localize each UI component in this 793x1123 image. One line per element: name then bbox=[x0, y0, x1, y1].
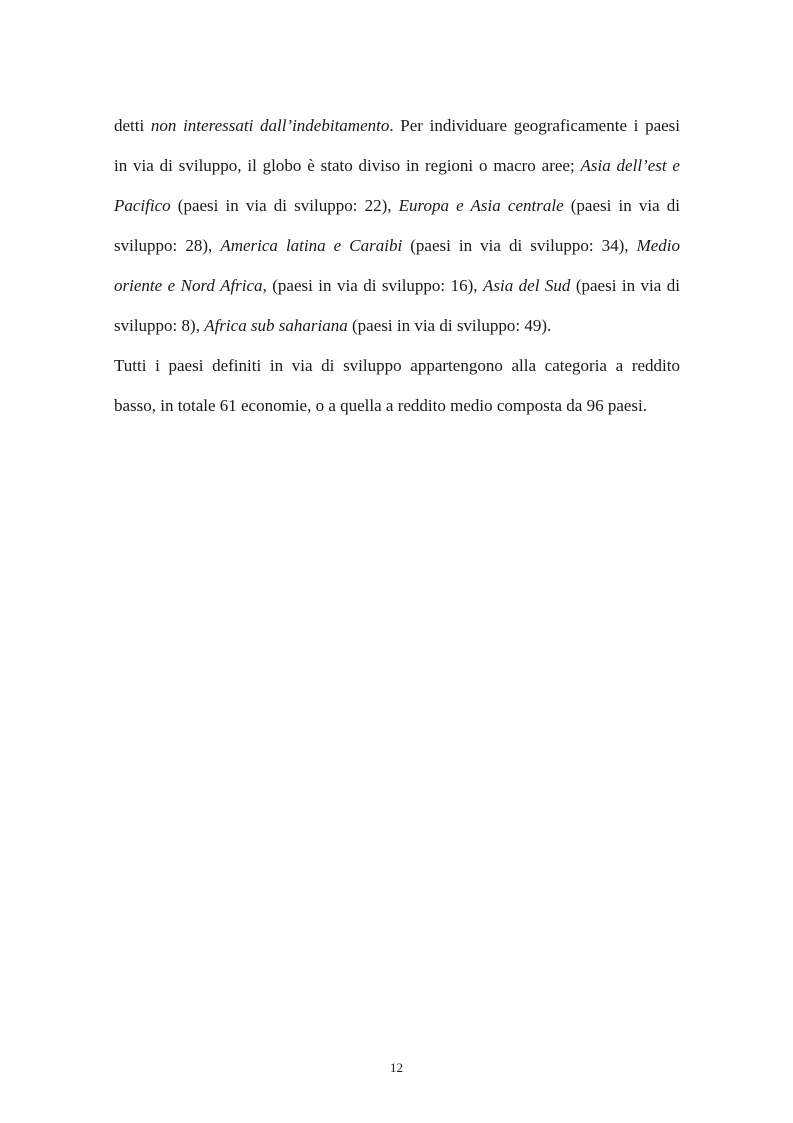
text-run: (paesi in via di sviluppo: 34), bbox=[402, 236, 637, 255]
paragraph-line bbox=[114, 117, 680, 157]
paragraph-line bbox=[114, 397, 680, 437]
text-run: basso, in totale 61 economie, o a quella a reddito medio composta da 96 paesi. bbox=[114, 396, 647, 415]
text-run: , (paesi in via di sviluppo: 16), bbox=[262, 276, 483, 295]
text-run: (paesi in via di bbox=[570, 276, 680, 295]
paragraph-line bbox=[114, 197, 680, 237]
italic-text-run: Medio bbox=[636, 236, 680, 255]
text-run: detti bbox=[114, 116, 151, 135]
paragraph-line bbox=[114, 317, 680, 357]
italic-text-run: Africa sub sahariana bbox=[204, 316, 348, 335]
text-run: sviluppo: 8), bbox=[114, 316, 205, 335]
text-run: . Per individuare geograficamente i paesi bbox=[389, 116, 681, 135]
paragraph-line bbox=[114, 237, 680, 277]
text-run: (paesi in via di sviluppo: 22), bbox=[170, 196, 399, 215]
text-run: in via di sviluppo, il globo è stato diviso in regioni o macro aree; bbox=[114, 156, 581, 175]
italic-text-run: oriente e Nord Africa bbox=[114, 276, 263, 295]
paragraph-line bbox=[114, 357, 680, 397]
paragraph-2 bbox=[114, 357, 680, 437]
italic-text-run: Asia del Sud bbox=[482, 276, 571, 295]
text-run: (paesi in via di sviluppo: 49). bbox=[347, 316, 552, 335]
italic-text-run: non interessati dall’indebitamento bbox=[150, 116, 390, 135]
page-number: 12 bbox=[390, 1060, 403, 1075]
text-run: (paesi in via di bbox=[563, 196, 680, 215]
italic-text-run: America latina e Caraibi bbox=[220, 236, 403, 255]
paragraph-line bbox=[114, 277, 680, 317]
text-run: Tutti i paesi definiti in via di sviluppo appartengono alla categoria a reddito bbox=[114, 356, 680, 375]
paragraph-1 bbox=[114, 117, 680, 357]
text-run: sviluppo: 28), bbox=[114, 236, 221, 255]
italic-text-run: Pacifico bbox=[114, 196, 171, 215]
italic-text-run: Europa e Asia centrale bbox=[398, 196, 564, 215]
paragraph-line bbox=[114, 157, 680, 197]
italic-text-run: Asia dell’est e bbox=[580, 156, 680, 175]
